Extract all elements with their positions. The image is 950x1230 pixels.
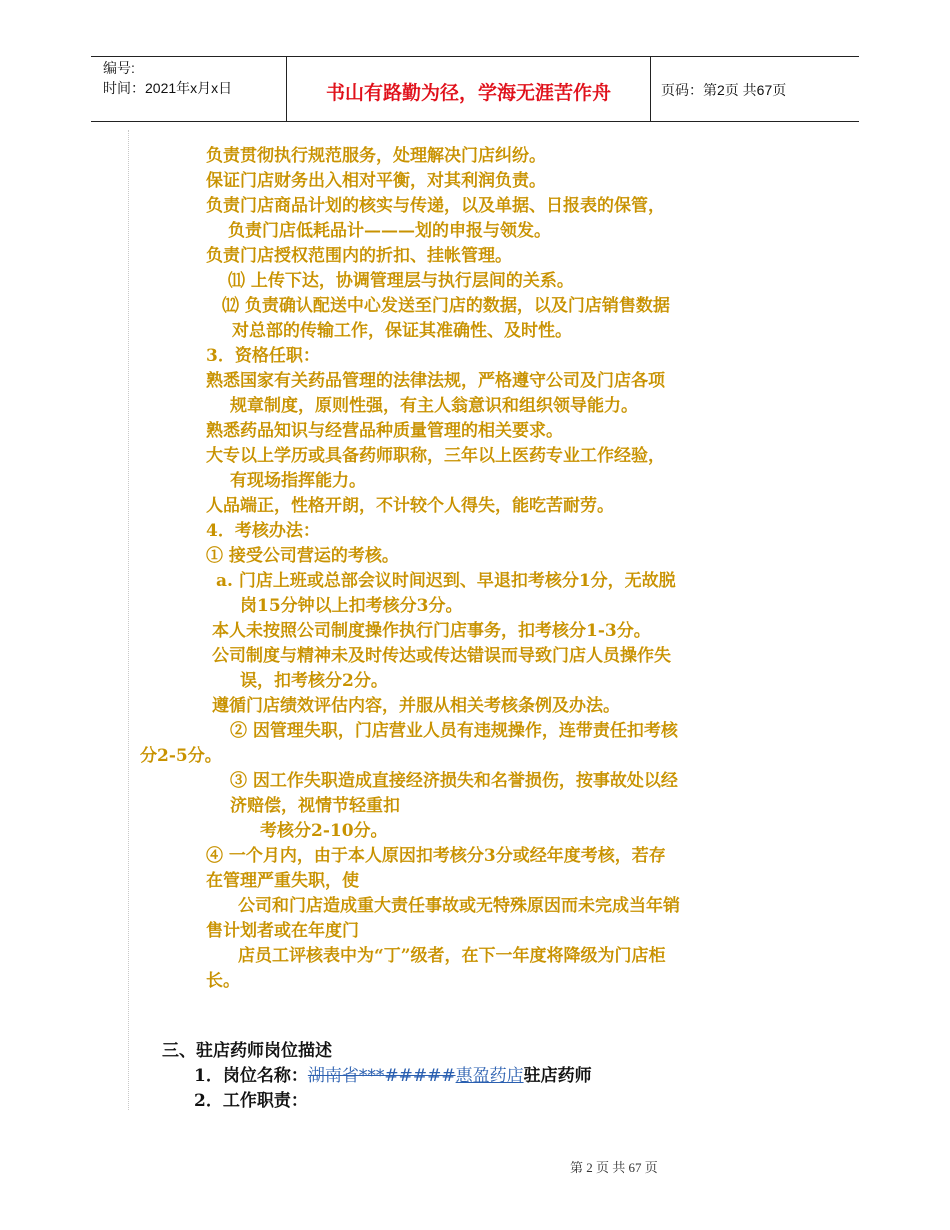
header-divider-right	[650, 57, 651, 121]
body-line: 有现场指挥能力。	[230, 471, 366, 491]
page-footer: 第 2 页 共 67 页	[570, 1160, 658, 1175]
body-line: 误，扣考核分2分。	[240, 671, 388, 691]
header-page-info: 页码：第2页 共67页	[661, 82, 787, 98]
body-line: 负责贯彻执行规范服务，处理解决门店纠纷。	[206, 146, 546, 166]
body-line: 遵循门店绩效评估内容，并服从相关考核条例及办法。	[212, 696, 620, 716]
body-line: 公司和门店造成重大责任事故或无特殊原因而未完成当年销	[238, 896, 680, 916]
body-line: 负责门店商品计划的核实与传递，以及单据、日报表的保管，	[206, 196, 665, 216]
body-line: ② 因管理失职，门店营业人员有违规操作，连带责任扣考核	[230, 721, 678, 741]
body-line: 长。	[206, 971, 240, 991]
body-line: 在管理严重失职，使	[206, 871, 359, 891]
body-line: 考核分2-10分。	[260, 821, 388, 841]
number-label: 编号:	[103, 60, 135, 76]
section-title: 三、驻店药师岗位描述	[162, 1041, 332, 1061]
body-line: 大专以上学历或具备药师职称，三年以上医药专业工作经验，	[206, 446, 665, 466]
body-line: ③ 因工作失职造成直接经济损失和名誉损伤，按事故处以经	[230, 771, 678, 791]
left-margin-guide	[128, 130, 129, 1110]
body-line: 本人未按照公司制度操作执行门店事务，扣考核分1-3分。	[212, 621, 651, 641]
body-line: 3．资格任职：	[206, 346, 320, 366]
body-line: 售计划者或在年度门	[206, 921, 359, 941]
body-line: 分2-5分。	[140, 746, 222, 766]
body-line: 负责门店授权范围内的折扣、挂帐管理。	[206, 246, 512, 266]
header-left-block	[103, 58, 232, 98]
body-line: 公司制度与精神未及时传达或传达错误而导致门店人员操作失	[212, 646, 671, 666]
body-line: 负责门店低耗品计———划的申报与领发。	[228, 221, 551, 241]
body-line: 岗15分钟以上扣考核分3分。	[240, 596, 463, 616]
body-line: 熟悉国家有关药品管理的法律法规，严格遵守公司及门店各项	[206, 371, 665, 391]
body-line: a. 门店上班或总部会议时间迟到、早退扣考核分1分，无故脱	[216, 571, 676, 591]
header-motto: 书山有路勤为径，学海无涯苦作舟	[325, 82, 611, 104]
body-line: 保证门店财务出入相对平衡，对其利润负责。	[206, 171, 546, 191]
body-line: 店员工评核表中为“丁”级者，在下一年度将降级为门店柜	[238, 946, 666, 966]
header-top-rule	[91, 56, 859, 57]
header-bottom-rule	[91, 121, 859, 122]
body-line: 人品端正，性格开朗，不计较个人得失，能吃苦耐劳。	[206, 496, 614, 516]
job-name-line	[194, 1064, 592, 1089]
job-name-label: 1．岗位名称：	[194, 1066, 308, 1086]
job-name-suffix: 驻店药师	[523, 1066, 592, 1086]
date-label: 时间：2021年x月x日	[103, 80, 233, 96]
body-line: ① 接受公司营运的考核。	[206, 546, 399, 566]
body-line: ⑾ 上传下达，协调管理层与执行层间的关系。	[228, 271, 574, 291]
body-line: 对总部的传输工作，保证其准确性、及时性。	[232, 321, 572, 341]
job-name-link[interactable]: 惠盈药店	[455, 1066, 524, 1086]
body-line: 济赔偿，视情节轻重扣	[230, 796, 400, 816]
body-line: 4．考核办法：	[206, 521, 320, 541]
job-name-struck: 湖南省***#####	[307, 1066, 456, 1086]
body-line: ④ 一个月内，由于本人原因扣考核分3分或经年度考核，若存	[206, 846, 666, 866]
duties-label: 2．工作职责：	[194, 1091, 308, 1111]
body-line: ⑿ 负责确认配送中心发送至门店的数据，以及门店销售数据	[222, 296, 670, 316]
body-line: 规章制度，原则性强，有主人翁意识和组织领导能力。	[230, 396, 638, 416]
body-line: 熟悉药品知识与经营品种质量管理的相关要求。	[206, 421, 563, 441]
